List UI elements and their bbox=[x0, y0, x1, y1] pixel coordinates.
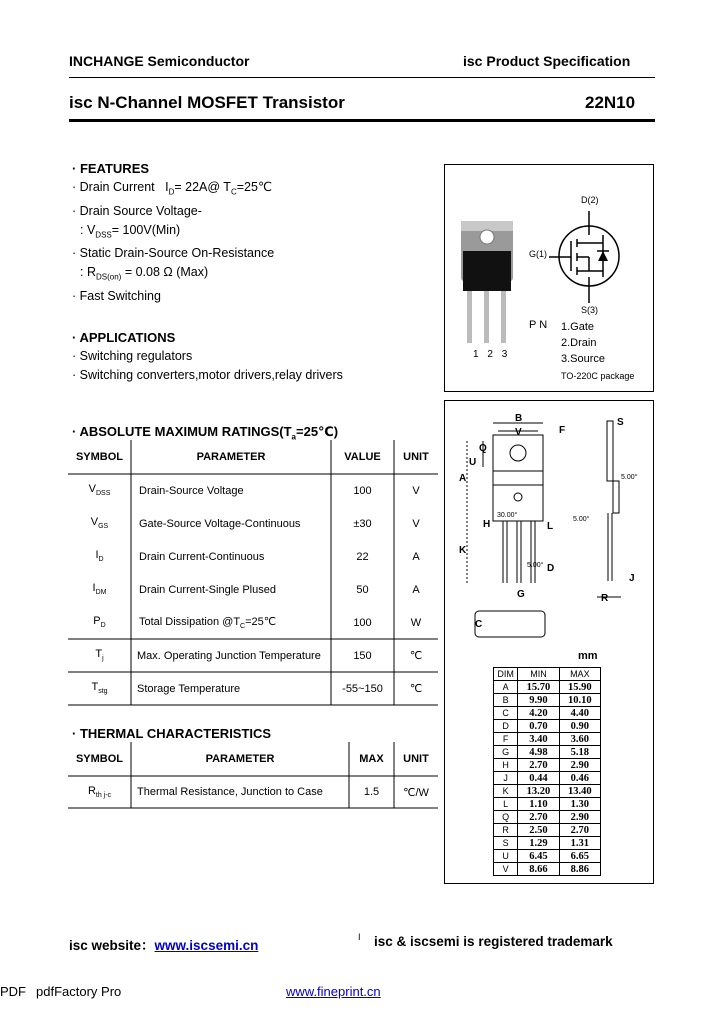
table-row bbox=[494, 720, 601, 733]
angle-label: 5.00° bbox=[621, 474, 638, 481]
cell-value: 150 bbox=[353, 649, 372, 662]
dim-cell-max: 13.40 bbox=[559, 785, 600, 798]
cell-parameter: Max. Operating Junction Temperature bbox=[137, 649, 321, 662]
table-row bbox=[494, 837, 601, 850]
cell-symbol: $V_{DSS}$ bbox=[88, 483, 111, 498]
dim-cell-dim: U bbox=[494, 850, 518, 863]
col-parameter: PARAMETER bbox=[196, 451, 266, 463]
dim-cell-dim: C bbox=[494, 707, 518, 720]
dim-cell-dim: V bbox=[494, 863, 518, 876]
table-row bbox=[494, 863, 601, 876]
cell-symbol: $I_{DM}$ bbox=[92, 582, 107, 597]
pn-label: P N bbox=[529, 319, 548, 331]
dim-cell-min: 1.29 bbox=[518, 837, 559, 850]
terminal-source-label: S(3) bbox=[581, 305, 599, 315]
cell-symbol: $P_D$ bbox=[93, 615, 106, 630]
company-name: INCHANGE Semiconductor bbox=[69, 53, 250, 69]
dim-cell-dim: F bbox=[494, 733, 518, 746]
dim-cell-max: 10.10 bbox=[559, 694, 600, 707]
cell-value: 22 bbox=[356, 550, 369, 563]
dim-cell-max: 2.90 bbox=[559, 759, 600, 772]
dim-cell-min: 2.70 bbox=[518, 759, 559, 772]
cell-value: 100 bbox=[353, 484, 372, 497]
applications-list bbox=[72, 347, 343, 385]
dim-cell-dim: D bbox=[494, 720, 518, 733]
dim-cell-min: 1.10 bbox=[518, 798, 559, 811]
abs-max-heading: · ABSOLUTE MAXIMUM $RATINGS(T_a=25℃)$ bbox=[72, 424, 339, 442]
dim-label-d: D bbox=[547, 563, 555, 574]
dim-cell-max: 5.18 bbox=[559, 746, 600, 759]
cell-value: 100 bbox=[353, 616, 372, 629]
table-row bbox=[494, 798, 601, 811]
dim-cell-max: 1.31 bbox=[559, 837, 600, 850]
dim-label-h: H bbox=[483, 519, 491, 530]
application-item: · Switching regulators bbox=[72, 349, 193, 363]
thermal-table bbox=[68, 742, 438, 808]
table-row bbox=[68, 606, 438, 639]
dim-cell-min: 0.44 bbox=[518, 772, 559, 785]
dim-cell-min: 4.20 bbox=[518, 707, 559, 720]
pin-list bbox=[561, 319, 605, 367]
mechanical-drawing bbox=[445, 401, 653, 651]
pin-source: 3.Source bbox=[561, 353, 606, 365]
cell-unit: ℃/W bbox=[403, 786, 429, 799]
header-rule bbox=[69, 77, 655, 78]
fineprint-link[interactable]: www.fineprint.cn bbox=[286, 984, 381, 999]
dim-cell-max: 15.90 bbox=[559, 681, 600, 694]
feature-rds: : $R_{DS(on)} = 0.08$ Ω (Max) bbox=[80, 265, 209, 282]
dim-label-q: Q bbox=[479, 443, 487, 454]
table-row bbox=[68, 540, 438, 573]
dim-label-c: C bbox=[475, 619, 483, 630]
thermal-heading: · THERMAL CHARACTERISTICS bbox=[72, 726, 272, 741]
col-dim: DIM bbox=[494, 668, 518, 681]
spec-label bbox=[463, 53, 630, 69]
spec-text: Product Specification bbox=[486, 53, 631, 69]
table-header-row bbox=[68, 440, 438, 474]
website-line bbox=[69, 934, 258, 954]
dim-cell-max: 3.60 bbox=[559, 733, 600, 746]
table-row bbox=[68, 507, 438, 540]
table-row bbox=[68, 639, 438, 672]
dim-cell-max: 0.90 bbox=[559, 720, 600, 733]
dim-cell-min: 13.20 bbox=[518, 785, 559, 798]
cell-unit: V bbox=[412, 484, 420, 497]
title-rule bbox=[69, 119, 655, 122]
dim-cell-dim: K bbox=[494, 785, 518, 798]
dim-label-g: G bbox=[517, 589, 525, 600]
cell-unit: V bbox=[412, 517, 420, 530]
dim-cell-dim: G bbox=[494, 746, 518, 759]
col-max: MAX bbox=[359, 753, 384, 765]
cell-unit: W bbox=[410, 616, 422, 629]
dim-cell-min: 6.45 bbox=[518, 850, 559, 863]
feature-vdss: : $V_{DSS}= 100V(Min)$ bbox=[80, 222, 181, 239]
dim-label-k: K bbox=[459, 545, 467, 556]
dim-cell-dim: S bbox=[494, 837, 518, 850]
dim-cell-min: 2.70 bbox=[518, 811, 559, 824]
col-max: MAX bbox=[559, 668, 600, 681]
part-number: 22N10 bbox=[585, 93, 636, 112]
features-list bbox=[72, 178, 432, 306]
document-title: isc N-Channel MOSFET Transistor bbox=[69, 93, 345, 112]
application-item: · Switching converters,motor drivers,relay drivers bbox=[72, 368, 343, 382]
dim-cell-max: 8.86 bbox=[559, 863, 600, 876]
cell-parameter: Drain Current-Single Plused bbox=[139, 583, 276, 596]
mosfet-symbol-icon bbox=[549, 211, 619, 303]
dim-label-u: U bbox=[469, 457, 477, 468]
website-link[interactable]: www.iscsemi.cn bbox=[154, 938, 259, 953]
spec-prefix: isc bbox=[463, 53, 483, 69]
table-row bbox=[494, 707, 601, 720]
dim-cell-min: 15.70 bbox=[518, 681, 559, 694]
trademark-text: isc & iscsemi is registered trademark bbox=[374, 934, 613, 949]
col-symbol: SYMBOL bbox=[75, 753, 124, 765]
feature-drain-current: · Drain Current $I_D=$ 22A@ $T_C=25℃$ bbox=[72, 180, 272, 197]
cell-value: 1.5 bbox=[363, 786, 380, 798]
col-symbol: SYMBOL bbox=[75, 451, 124, 463]
dim-cell-dim: H bbox=[494, 759, 518, 772]
cell-parameter: Thermal Resistance, Junction to Case bbox=[137, 786, 323, 798]
dim-cell-max: 0.46 bbox=[559, 772, 600, 785]
dim-label-l: L bbox=[547, 521, 554, 532]
dim-label-j: J bbox=[629, 573, 635, 584]
dim-cell-min: 2.50 bbox=[518, 824, 559, 837]
col-unit: UNIT bbox=[403, 753, 429, 765]
dim-cell-min: 9.90 bbox=[518, 694, 559, 707]
cell-value: 50 bbox=[356, 583, 369, 596]
table-row bbox=[494, 681, 601, 694]
pin-drain: 2.Drain bbox=[561, 337, 597, 349]
applications-heading: · APPLICATIONS bbox=[72, 330, 176, 345]
cell-parameter: Drain-Source Voltage bbox=[139, 484, 244, 497]
package-name: TO-220C package bbox=[561, 371, 635, 381]
table-header-row bbox=[494, 668, 601, 681]
dim-label-a: A bbox=[459, 473, 467, 484]
cell-unit: A bbox=[412, 583, 420, 596]
col-parameter: PARAMETER bbox=[205, 753, 275, 765]
cell-symbol: $V_{GS}$ bbox=[90, 516, 109, 531]
cell-unit: ℃ bbox=[409, 683, 423, 695]
cell-unit: ℃ bbox=[409, 650, 423, 662]
dim-label-f: F bbox=[559, 425, 566, 436]
dim-cell-max: 6.65 bbox=[559, 850, 600, 863]
dim-label-v: V bbox=[515, 427, 522, 438]
dim-label-s: S bbox=[617, 417, 624, 428]
website-label: isc website： bbox=[69, 938, 155, 953]
angle-label: 30.00° bbox=[497, 512, 518, 519]
pin-number-labels: 1 2 3 bbox=[473, 349, 508, 360]
dim-cell-max: 4.40 bbox=[559, 707, 600, 720]
angle-label: 5.00° bbox=[573, 516, 590, 523]
cell-symbol: $T_j$ bbox=[95, 648, 104, 663]
feature-on-resistance: · Static Drain-Source On-Resistance bbox=[72, 246, 275, 260]
pdf-product: pdfFactory Pro bbox=[36, 984, 122, 999]
dimension-table bbox=[493, 667, 601, 876]
dim-cell-min: 0.70 bbox=[518, 720, 559, 733]
cell-symbol: $R_{th j-c}$ bbox=[87, 784, 112, 800]
cell-parameter: Total Dissipation $@T_C=25℃$ bbox=[139, 615, 277, 631]
dim-cell-min: 8.66 bbox=[518, 863, 559, 876]
terminal-gate-label: G(1) bbox=[529, 249, 547, 259]
dim-cell-dim: J bbox=[494, 772, 518, 785]
terminal-drain-label: D(2) bbox=[581, 195, 599, 205]
dim-cell-max: 2.70 bbox=[559, 824, 600, 837]
table-row bbox=[494, 850, 601, 863]
dim-cell-dim: B bbox=[494, 694, 518, 707]
dimension-unit: mm bbox=[578, 650, 598, 662]
table-row bbox=[494, 694, 601, 707]
col-unit: UNIT bbox=[403, 451, 429, 463]
cell-symbol: $I_D$ bbox=[95, 549, 104, 564]
dim-label-r: R bbox=[601, 593, 609, 604]
col-min: MIN bbox=[518, 668, 559, 681]
dim-cell-max: 2.90 bbox=[559, 811, 600, 824]
cell-value: ±30 bbox=[353, 517, 372, 530]
abs-max-table bbox=[68, 440, 438, 705]
table-row bbox=[494, 772, 601, 785]
dim-cell-min: 4.98 bbox=[518, 746, 559, 759]
dim-cell-dim: Q bbox=[494, 811, 518, 824]
table-row bbox=[494, 733, 601, 746]
dim-cell-dim: R bbox=[494, 824, 518, 837]
table-row bbox=[68, 672, 438, 705]
table-row bbox=[68, 776, 438, 808]
table-row bbox=[494, 824, 601, 837]
dim-cell-max: 1.30 bbox=[559, 798, 600, 811]
pin-gate: 1.Gate bbox=[561, 321, 595, 333]
cell-unit: A bbox=[412, 550, 420, 563]
table-row bbox=[68, 474, 438, 507]
cell-parameter: Storage Temperature bbox=[137, 682, 241, 695]
dim-cell-min: 3.40 bbox=[518, 733, 559, 746]
mechanical-drawing-box bbox=[444, 400, 654, 884]
dim-cell-dim: A bbox=[494, 681, 518, 694]
cell-parameter: Drain Current-Continuous bbox=[139, 550, 265, 563]
cell-parameter: Gate-Source Voltage-Continuous bbox=[139, 517, 301, 530]
angle-label: 5.00° bbox=[527, 562, 544, 569]
table-row bbox=[68, 573, 438, 606]
feature-fast-switching: · Fast Switching bbox=[72, 288, 161, 303]
table-row bbox=[494, 785, 601, 798]
cell-symbol: $T_{stg}$ bbox=[91, 681, 108, 696]
to220-package-icon bbox=[461, 221, 513, 343]
table-row bbox=[494, 811, 601, 824]
package-pinout-box bbox=[444, 164, 654, 392]
cell-value: -55~150 bbox=[342, 682, 383, 695]
features-heading: · FEATURES bbox=[72, 161, 150, 176]
dim-label-b: B bbox=[515, 413, 523, 424]
table-row bbox=[494, 746, 601, 759]
col-value: VALUE bbox=[344, 451, 381, 463]
footer-separator: I bbox=[358, 932, 361, 942]
pdf-label: PDF bbox=[0, 984, 26, 999]
dim-cell-dim: L bbox=[494, 798, 518, 811]
table-row bbox=[494, 759, 601, 772]
feature-drain-source-voltage: · Drain Source Voltage- bbox=[72, 203, 202, 218]
table-header-row bbox=[68, 742, 438, 776]
